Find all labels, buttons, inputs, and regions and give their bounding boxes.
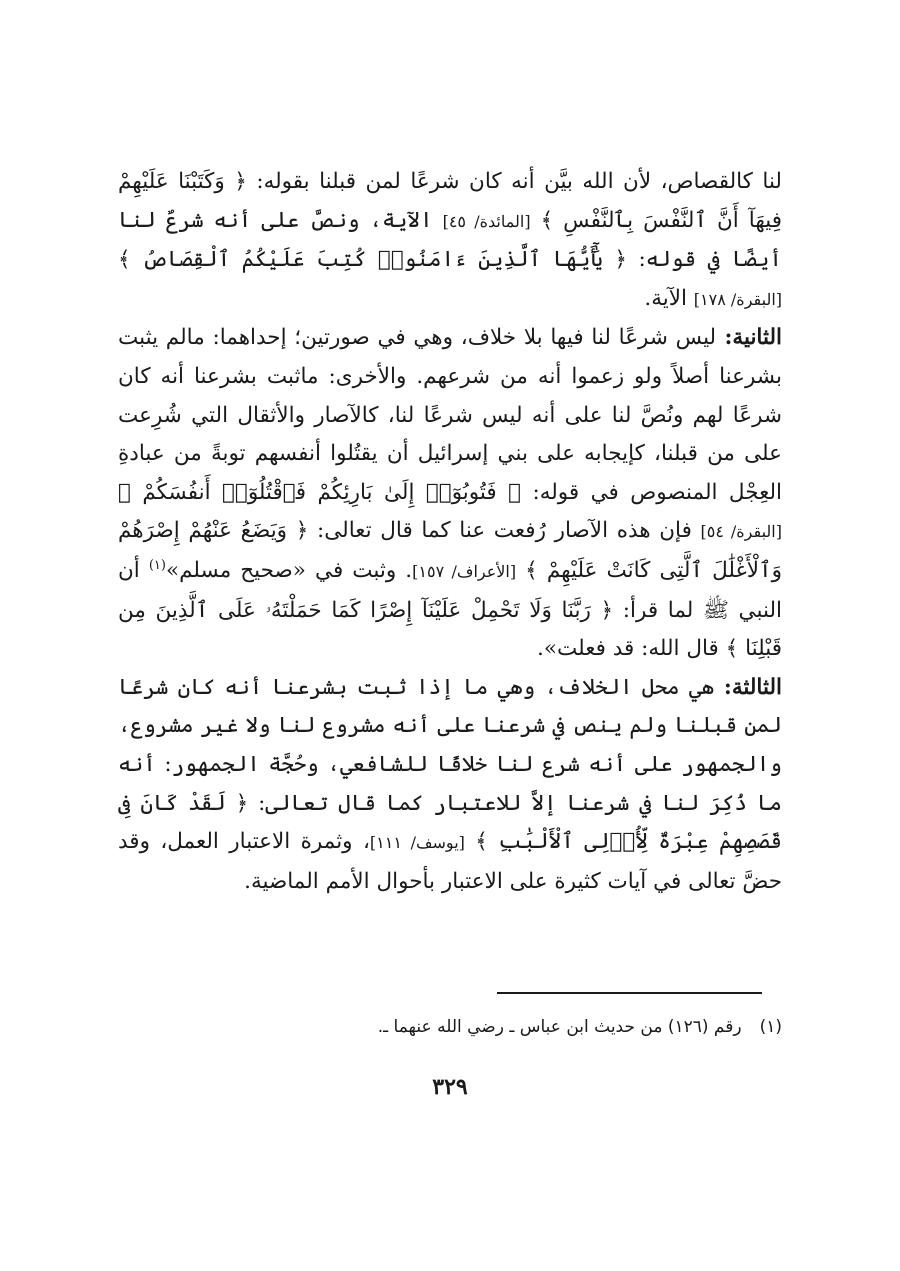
verse-reference: [الأعراف/ ١٥٧] [412,561,517,581]
text-run: ليس شرعًا لنا فيها بلا خلاف، وهي في صورتين؛ إحداهما: مالم يثبت بشرعنا أصلاً ولو زعموا أنه من شرعهم. والأخرى: ماثبت بشرعنا أنه كان شرعًا لهم ونُصَّ لنا على أنه ليس شرعًا لنا، كالآصار والأثقال التي شُرِعت على من قبلنا، كإيجابه على بني إسرائيل أن يقتُلوا أنفسهم توبةً من عبادةِ العِجْل المنصوص في قوله: [118,325,782,505]
text-run: الآية، ونصَّ على أنه شرعٌ لنا أيضًا في قوله: [118,207,782,273]
text-run: أن النبي ﷺ لما قرأ: [118,557,782,623]
footnote [300,1014,782,1040]
verse-reference: [يوسف/ ١١١] [369,833,465,853]
quran-verse: ﴿ فَتُوبُوٓا۟ إِلَىٰ بَارِئِكُمْ فَٱقْتُلُوٓا۟ أَنفُسَكُمْ ﴾ [118,479,522,505]
text-run: الآية. [644,285,694,311]
text-run: هي محل الخلاف، وهي ما إذا ثبت بشرعنا أنه كان شرعًا لمن قبلنا ولم ينص في شرعنا على أنه مشروع لنا ولا غير مشروع، والجمهور على أنه شرع لنا خلافًا للشافعي، وحُجَّة الجمهور: أنه ما ذُكِرَ لنا في شرعنا إلاَّ للاعتبار كما قال تعالى: [118,674,782,816]
page-number: ٣٢٩ [432,1074,468,1100]
main-text [118,163,782,901]
footnote-marker[interactable]: (١) [148,557,166,573]
paragraph-2 [118,319,782,668]
section-heading-third: الثالثة: [714,674,782,700]
footnote-divider [497,992,762,994]
paragraph-1 [118,163,782,319]
footnote-text: رقم (١٢٦) من حديث ابن عباس ـ رضي الله عنهما ـ. [377,1017,742,1037]
verse-reference: [البقرة/ ١٧٨] [693,289,782,309]
paragraph-3 [118,669,782,902]
section-heading-second: الثانية: [716,325,782,351]
verse-reference: [المائدة/ ٤٥] [442,211,531,231]
quran-verse: ﴿ رَبَّنَا وَلَا تَحْمِلْ عَلَيْنَآ إِصْرًا كَمَا حَمَلْتَهُۥ عَلَى ٱلَّذِينَ مِن قَبْلِنَا ﴾ [118,597,782,662]
quran-verse: ﴿ لَقَدْ كَانَ فِى قَصَصِهِمْ عِبْرَةٌ لِّأُو۟لِى ٱلْأَلْبَٰبِ ﴾ [118,790,782,855]
text-run: ، وثمرة الاعتبار العمل، وقد حضَّ تعالى في آيات كثيرة على الاعتبار بأحوال الأمم الماضية. [118,829,782,894]
footnote-number: (١) [759,1017,782,1037]
text-run: قال الله: قد فعلت». [537,636,726,662]
quran-verse: ﴿ وَيَضَعُ عَنْهُمْ إِصْرَهُمْ وَٱلْأَغْلَٰلَ ٱلَّتِى كَانَتْ عَلَيْهِمْ ﴾ [118,518,782,583]
text-run: . وثبت في «صحيح مسلم» [165,557,413,583]
quran-verse: ﴿ يَٰٓأَيُّهَا ٱلَّذِينَ ءَامَنُوا۟ كُتِبَ عَلَيْكُمُ ٱلْقِصَاصُ ﴾ [118,247,628,273]
quran-verse: ﴿ وَكَتَبْنَا عَلَيْهِمْ فِيهَآ أَنَّ ٱلنَّفْسَ بِٱلنَّفْسِ ﴾ [118,169,782,233]
text-run: فإن هذه الآصار رُفعت عنا كما قال تعالى: [308,518,701,544]
verse-reference: [البقرة/ ٥٤] [700,522,782,542]
text-run: لنا كالقصاص، لأن الله بيَّن أنه كان شرعًا لمن قبلنا بقوله: [246,169,782,194]
